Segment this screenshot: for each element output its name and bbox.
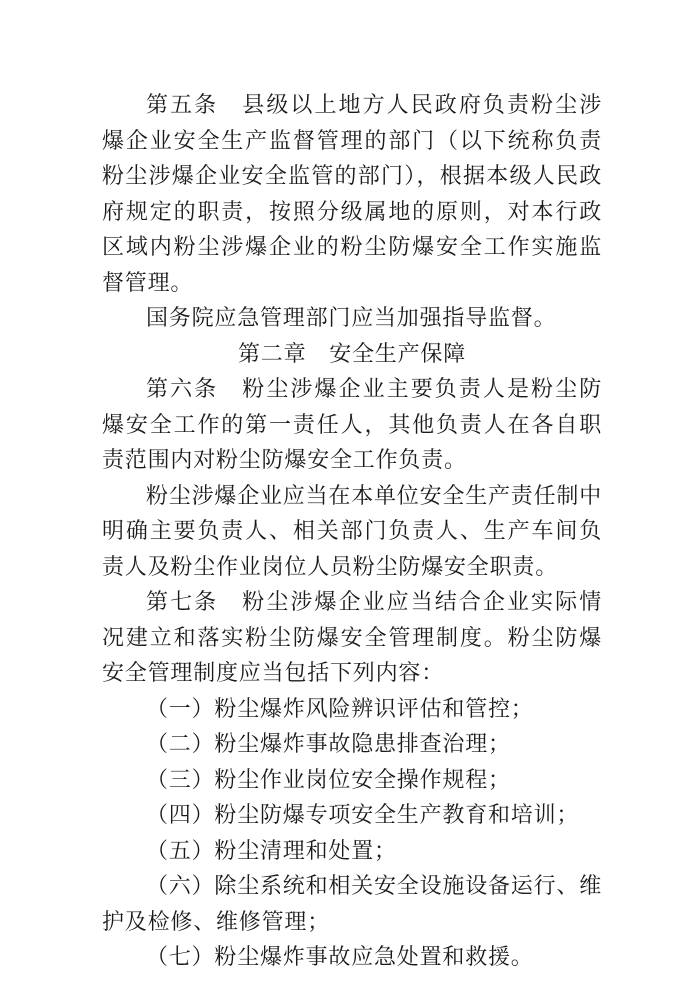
chapter-title: 安全生产保障 xyxy=(329,341,467,367)
list-item: （四）粉尘防爆专项安全生产教育和培训； xyxy=(146,803,580,828)
article-spacer xyxy=(218,590,241,615)
article-5-text: 县级以上地方人民政府负责粉尘涉爆企业安全生产监督管理的部门（以下统称负责粉尘涉爆企业安全监管的部门），根据本级人民政府规定的职责，按照分级属地的原则，对本行政区域内粉尘涉爆企业的粉尘防爆安全工作实施监督管理。 xyxy=(102,93,602,296)
article-7-label: 第七条 xyxy=(146,590,219,615)
article-6 xyxy=(102,372,602,479)
list-item: （六）除尘系统和相关安全设施设备运行、维护及检修、维修管理； xyxy=(102,874,603,935)
list-item: （五）粉尘清理和处置； xyxy=(146,838,397,864)
article-spacer xyxy=(218,377,241,402)
article-spacer xyxy=(218,93,241,118)
chapter-heading xyxy=(102,337,602,373)
list-item: （七）粉尘爆炸事故应急处置和救援。 xyxy=(146,945,534,970)
article-7-text: 粉尘涉爆企业应当结合企业实际情况建立和落实粉尘防爆安全管理制度。粉尘防爆安全管理制度应当包括下列内容： xyxy=(102,590,602,686)
article-5 xyxy=(102,88,602,301)
article-6-text: 粉尘涉爆企业主要负责人是粉尘防爆安全工作的第一责任人，其他负责人在各自职责范围内对粉尘防爆安全工作负责。 xyxy=(102,377,602,473)
document-page xyxy=(102,88,602,976)
chapter-label: 第二章 xyxy=(237,341,307,367)
list-item: （二）粉尘爆炸事故隐患排查治理； xyxy=(146,732,511,757)
article-5-paragraph-2: 国务院应急管理部门应当加强指导监督。 xyxy=(146,306,557,331)
article-7 xyxy=(102,585,602,692)
article-5-label: 第五条 xyxy=(146,93,219,118)
article-6-label: 第六条 xyxy=(146,377,219,402)
list-item: （三）粉尘作业岗位安全操作规程； xyxy=(146,767,511,793)
list-item: （一）粉尘爆炸风险辨识评估和管控； xyxy=(146,696,534,722)
article-6-paragraph-2: 粉尘涉爆企业应当在本单位安全生产责任制中明确主要负责人、相关部门负责人、生产车间负责人及粉尘作业岗位人员粉尘防爆安全职责。 xyxy=(102,483,603,580)
chapter-spacer xyxy=(306,342,329,367)
